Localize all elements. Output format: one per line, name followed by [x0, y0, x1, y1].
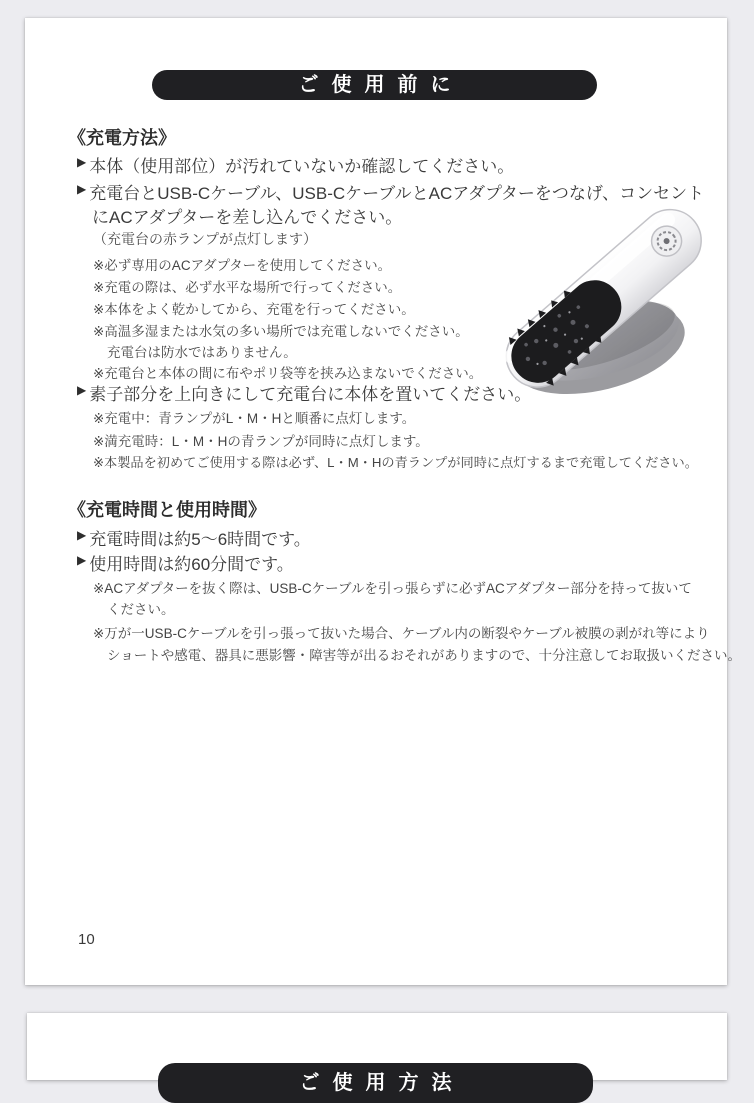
page-number: 10: [78, 931, 95, 948]
charging-method-title: 《充電方法》: [68, 128, 176, 148]
caution-note: ※ACアダプターを抜く際は、USB-Cケーブルを引っ張らずに必ずACアダプター部分を持って抜いて: [93, 581, 692, 596]
bullet-triangle-icon: ▶: [77, 383, 87, 397]
caution-note-continued: ください。: [107, 602, 175, 617]
bullet-text: 使用時間は約60分間です。: [89, 555, 294, 574]
bullet-text: 充電時間は約5～6時間です。: [89, 530, 311, 549]
bullet-triangle-icon: ▶: [77, 182, 87, 196]
product-photo-brush-on-charging-stand: [503, 196, 703, 401]
bullet-item: [77, 550, 294, 575]
next-section-header-banner: [158, 1063, 593, 1103]
bullet-item: [77, 525, 311, 550]
caution-note: ※充電台と本体の間に布やポリ袋等を挟み込まないでください。: [93, 366, 483, 381]
bullet-triangle-icon: ▶: [77, 553, 87, 567]
bullet-triangle-icon: ▶: [77, 155, 87, 169]
bullet-item: [77, 152, 514, 177]
caution-note: ※本体をよく乾かしてから、充電を行ってください。: [93, 302, 415, 317]
next-section-header-label: ご使用方法: [299, 1072, 465, 1094]
manual-page-10: [25, 18, 741, 985]
caution-note-continued: 充電台は防水ではありません。: [107, 345, 297, 360]
sub-note: （充電台の赤ランプが点灯します）: [93, 231, 317, 247]
bullet-text: 本体（使用部位）が汚れていないか確認してください。: [89, 157, 515, 176]
caution-note: ※満充電時：L・M・Hの青ランプが同時に点灯します。: [93, 434, 429, 449]
caution-note: ※万が一USB-Cケーブルを引っ張って抜いた場合、ケーブル内の断裂やケーブル被膜の剥がれ等により: [93, 626, 710, 641]
bullet-text: 素子部分を上向きにして充電台に本体を置いてください。: [89, 385, 532, 404]
bullet-triangle-icon: ▶: [77, 528, 87, 542]
caution-note-continued: ショートや感電、器具に悪影響・障害等が出るおそれがありますので、十分注意してお取扱いください。: [107, 648, 741, 663]
caution-note: ※高温多湿または水気の多い場所では充電しないでください。: [93, 324, 469, 339]
bullet-item: [77, 380, 531, 405]
section-header-label: ご使用前に: [298, 74, 464, 96]
caution-note: ※充電の際は、必ず水平な場所で行ってください。: [93, 280, 402, 295]
caution-note: ※充電中：青ランプがL・M・Hと順番に点灯します。: [93, 411, 416, 426]
charging-time-title: 《充電時間と使用時間》: [68, 500, 266, 520]
bullet-text-continued: にACアダプターを差し込んでください。: [92, 208, 403, 227]
caution-note: ※本製品を初めてご使用する際は必ず、L・M・Hの青ランプが同時に点灯するまで充電してください。: [93, 455, 698, 470]
manual-page-11-partial: [27, 1013, 727, 1094]
caution-note: ※必ず専用のACアダプターを使用してください。: [93, 258, 392, 273]
bullet-text: 充電台とUSB-Cケーブル、USB-CケーブルとACアダプターをつなげ、コンセント: [89, 184, 705, 203]
section-header-banner: [152, 70, 597, 100]
